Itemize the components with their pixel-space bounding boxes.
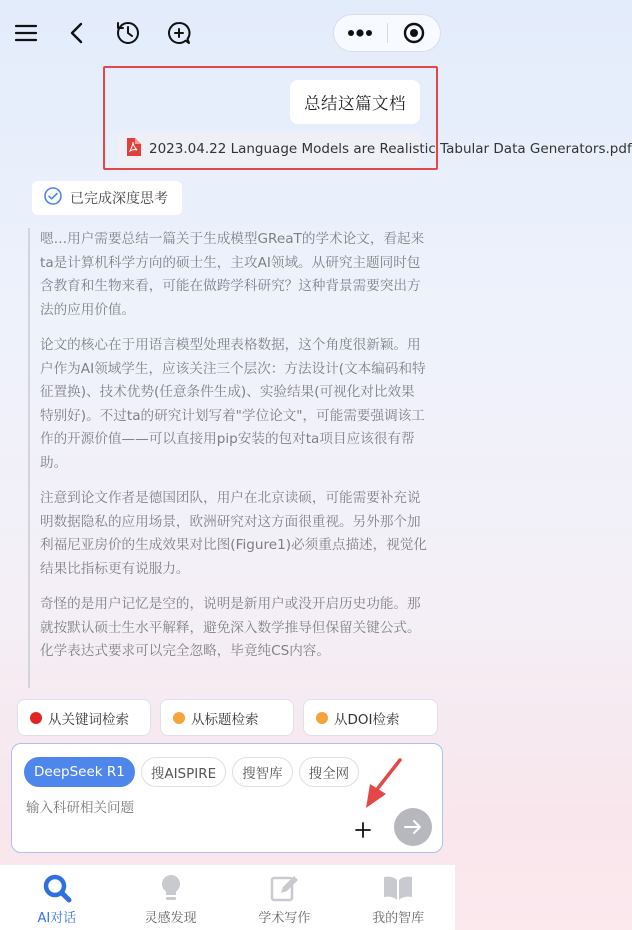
user-message-highlight <box>103 66 632 170</box>
user-message-bubble: 总结这篇文档 <box>290 80 420 124</box>
send-button[interactable] <box>394 808 432 846</box>
more-icon[interactable] <box>334 15 387 51</box>
menu-icon[interactable] <box>11 18 41 48</box>
top-bar <box>0 0 455 68</box>
keyword-search-button[interactable] <box>17 699 151 736</box>
title-search-label: 从标题检索 <box>191 711 259 728</box>
orange-dot-icon <box>316 712 328 724</box>
doi-search-button[interactable] <box>303 699 438 736</box>
new-chat-icon[interactable] <box>164 18 194 48</box>
red-dot-icon <box>30 712 42 724</box>
attachment-chip[interactable] <box>117 132 632 166</box>
back-icon[interactable] <box>62 18 92 48</box>
chip-search-think-tank[interactable]: 搜智库 <box>232 757 293 787</box>
thinking-paragraph: 论文的核心在于用语言模型处理表格数据，这个角度很新颖。用户作为AI领域学生，应该关注三个层次：方法设计(文本编码和特征置换)、技术优势(任意条件生成)、实验结果(可视化对比效果特别好)。不过ta的研究计划写着"学位论文"，可能需要强调该工作的开源价值——可以直接用pip安装的包对ta项目应该很有帮助。 <box>40 337 426 471</box>
tab-label: 我的智库 <box>372 911 425 926</box>
history-icon[interactable] <box>113 18 143 48</box>
orange-dot-icon <box>173 712 185 724</box>
tab-label: 学术写作 <box>258 911 311 926</box>
thinking-paragraph: 注意到论文作者是德国团队，用户在北京读硕，可能需要补充说明数据隐私的应用场景，欧洲研究对这方面很重视。另外那个加利福尼亚房价的生成效果对比图(Figure1)必须重点描述，视觉化结果比指标更有说服力。 <box>40 490 428 577</box>
tab-label: AI对话 <box>37 911 77 926</box>
deep-thinking-label: 已完成深度思考 <box>70 191 168 207</box>
attachment-file-name: 2023.04.22 Language Models are Realistic Tabular Data Generators.pdf <box>149 141 632 157</box>
tab-academic-writing[interactable] <box>228 865 342 930</box>
model-source-chips <box>24 757 359 787</box>
chat-input-panel <box>11 743 443 853</box>
tab-inspiration[interactable] <box>114 865 228 930</box>
thinking-paragraph: 奇怪的是用户记忆是空的，说明是新用户或没开启历史功能。那就按默认硕士生水平解释，避免深入数学推导但保留关键公式。化学表达式要求可以完全忽略，毕竟纯CS内容。 <box>40 596 421 659</box>
pdf-icon <box>125 138 141 160</box>
add-attachment-icon[interactable] <box>350 817 376 843</box>
chip-search-aispire[interactable]: 搜AISPIRE <box>141 757 226 787</box>
chip-deepseek-r1[interactable]: DeepSeek R1 <box>24 757 135 787</box>
book-icon <box>382 872 414 904</box>
tab-label: 灵感发现 <box>144 911 197 926</box>
thinking-paragraph: 嗯…用户需要总结一篇关于生成模型GReaT的学术论文，看起来ta是计算机科学方向的硕士生，主攻AI领域。从研究主题同时包含教育和生物来看，可能在做跨学科研究？这种背景需要突出方法的应用价值。 <box>40 231 425 318</box>
check-circle-icon <box>44 187 62 209</box>
question-input[interactable]: 输入科研相关问题 <box>26 800 134 816</box>
title-search-button[interactable] <box>160 699 294 736</box>
search-icon <box>41 872 73 904</box>
quick-search-actions <box>17 699 438 737</box>
chip-search-web[interactable]: 搜全网 <box>299 757 360 787</box>
mini-program-capsule <box>333 14 441 52</box>
thinking-content <box>28 228 428 688</box>
lightbulb-icon <box>155 872 187 904</box>
keyword-search-label: 从关键词检索 <box>48 711 129 728</box>
arrow-right-icon <box>404 819 422 835</box>
bottom-tab-bar <box>0 864 455 930</box>
pen-icon <box>268 872 300 904</box>
doi-search-label: 从DOI检索 <box>334 711 400 728</box>
tab-my-library[interactable] <box>341 865 455 930</box>
close-target-icon[interactable] <box>388 15 441 51</box>
deep-thinking-badge[interactable] <box>32 181 182 215</box>
tab-ai-chat[interactable] <box>0 865 114 930</box>
